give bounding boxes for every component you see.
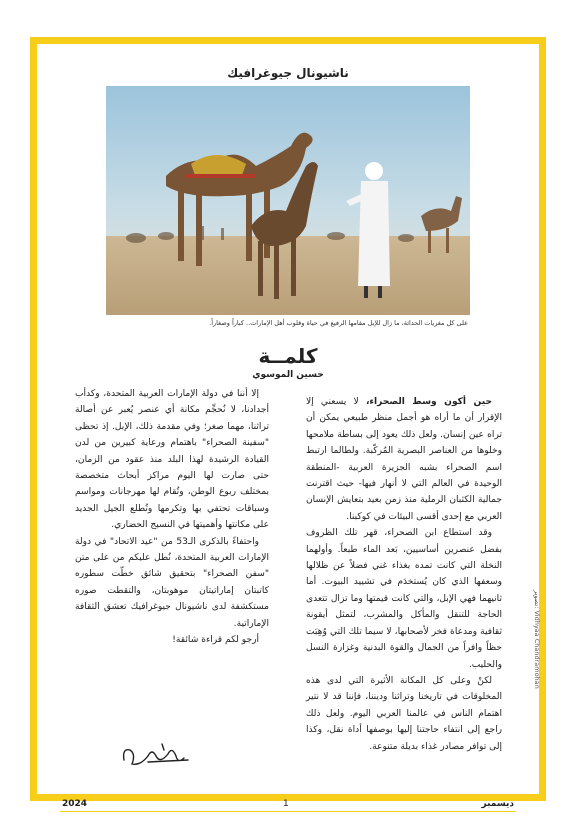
author-signature [118, 730, 198, 776]
footer-divider [60, 811, 516, 812]
photo-caption: على كل مغريات الحداثة، ما زال للإبل مقامها الرفيع في حياة وقلوب أهل الإمارات.. كباراً وصغاراً. [209, 319, 468, 327]
paragraph [306, 394, 502, 525]
paragraph: أرجو لكم قراءة شائقة! [172, 635, 259, 646]
paragraph: إلا أننا في دولة الإمارات العربية المتحدة، وكدأب أجدادنا، لا نُحجِّم مكانة أي عنصر يُعبر عن أصالة تراثنا، مهما صغر؛ وفي مقدمة ذلك، الإبل. إذ تحظى "سفينة الصحراء" باهتمام ورعاية كبيرين من لدن القيادة الرشيدة لهذا البلد منذ عقود من الزمان، حتى صارت لها اليوم مراكز أبحاث متخصصة بمختلف ربوع الوطن، وتُقام لها مهرجانات ومواسم وسباقات تحتفي بها وتكرمها وتُطلع الجيل الجديد على مكانتها وأهميتها في النسيج الحضاري. [75, 389, 269, 531]
left-column [75, 386, 269, 649]
page-number: 1 [283, 799, 289, 809]
lead-phrase: حين أكون وسط الصحراء، [365, 397, 492, 407]
paragraph: لكنْ وعلى كل المكانة الأثيرة التي لدى هذه المخلوقات في تاريخنا وتراثنا وديننا، فإننا قد لا نتير اهتمام الناس في عالمنا العربي اليوم. ولعل ذلك راجع إلى انتفاء حاجتنا إليها بوصفها أداة نقل، وكذا إلى توافر مصادر غذاء بديلة متنوعة. [306, 675, 502, 752]
footer-year: 2024 [62, 799, 88, 809]
article-author: حسين الموسوي [252, 370, 324, 380]
right-column [306, 394, 502, 755]
magazine-title: ناشيونال جيوغرافيك [227, 66, 349, 80]
footer-month: ديسمبر [481, 799, 514, 809]
camels-photo [106, 86, 470, 315]
photo-credit: تصوير: Vidhyaa Chandramohan [533, 590, 541, 689]
article-title: كلمــة [258, 344, 318, 368]
paragraph-text: لا يسعني إلا الإقرار أن ما أراه هو أجمل منظر طبيعي يمكن أن تراه عين إنسان. ولعل ذلك يعود إلى بساطة ملامحها وخلوها من العناصر البصرية المُركّبة. ولطالما ارتبط اسم الصحراء بشبه الجزيرة العربية -المنطقة الوحيدة في العالم التي لا أنهار فيها- حيث اقترنت جمالية الكثبان الرملية منذ زمن بعيد بتعايش الإنسان العربي مع إحدى أقسى البيئات في كوكبنا. [306, 397, 502, 522]
paragraph: واحتفاءً بالذكرى الـ53 من "عيد الاتحاد" في دولة الإمارات العربية المتحدة، نُطل عليكم من على متن "سفن الصحراء" بتحقيق شائق خطّت سطوره كاتبتان إماراتيتان موهوبتان، والتقطت صوره مستكشفة لدى ناشيونال جيوغرافيك تعشق الثقافة الإماراتية. [75, 536, 269, 629]
paragraph: وقد استطاع ابن الصحراء، قهر تلك الظروف بفضل عنصرين أساسيين، بَعد الماء طبعاً. وأولهما النخلة التي كانت تمده بغذاء غني فضلاً عن ظلالها وسعفها الذي كان يُستخدَم في تشييد البيوت. أما ثانيهما فهي الإبل، والتي كانت قيمتها وما تزال تتعدى الحاجة للتنقل والمأكل والمشرب، لتمثل أيقونة ثقافية ومدعاة فخر لأصحابها، لا سيما تلك التي وُهِبَت حظاً وافراً من الجمال والقوة البدنية وغزارة النسل والحليب. [306, 528, 502, 670]
